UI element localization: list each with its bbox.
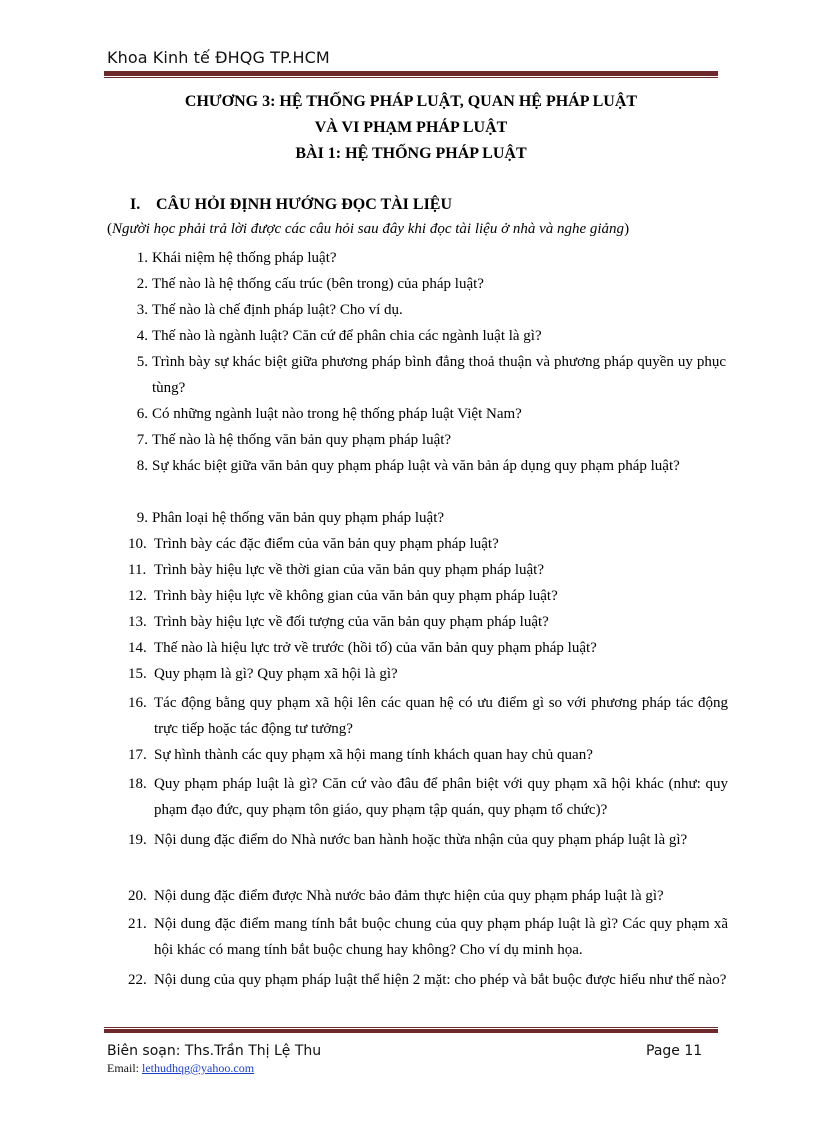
question-item <box>128 557 728 583</box>
question-text: Quy phạm pháp luật là gì? Căn cứ vào đâu để phân biệt với quy phạm xã hội khác (như: quy phạm đạo đức, quy phạm tôn giáo, quy phạm tập quán, quy phạm tổ chức)? <box>154 776 728 818</box>
header-title: Khoa Kinh tế ĐHQG TP.HCM <box>107 48 330 67</box>
section-intro <box>107 221 629 238</box>
question-text: Sự hình thành các quy phạm xã hội mang tính khách quan hay chủ quan? <box>154 747 593 763</box>
question-text: Tác động bằng quy phạm xã hội lên các quan hệ có ưu điểm gì so với phương pháp tác động trực tiếp hoặc tác động tư tưởng? <box>154 695 728 737</box>
question-number: 22. <box>128 972 147 988</box>
question-number: 5. <box>136 354 148 370</box>
question-item <box>126 245 726 271</box>
question-item <box>128 635 728 661</box>
question-item <box>126 453 726 479</box>
question-text: Trình bày hiệu lực về không gian của văn bản quy phạm pháp luật? <box>154 588 558 604</box>
question-item <box>126 505 726 531</box>
section-heading <box>130 196 452 214</box>
question-number: 21. <box>128 916 147 932</box>
footer-email <box>107 1061 254 1076</box>
question-item <box>128 911 728 963</box>
intro-paren-open: ( <box>107 221 112 237</box>
question-item <box>128 531 728 557</box>
question-text: Nội dung đặc điểm được Nhà nước bảo đảm thực hiện của quy phạm pháp luật là gì? <box>154 888 664 904</box>
question-item <box>128 967 728 993</box>
header-rule <box>104 71 718 76</box>
question-item <box>128 583 728 609</box>
header-rule-thin <box>104 77 718 78</box>
question-text: Khái niệm hệ thống pháp luật? <box>152 250 337 266</box>
question-text: Có những ngành luật nào trong hệ thống pháp luật Việt Nam? <box>152 406 522 422</box>
question-number: 7. <box>136 432 148 448</box>
question-text: Nội dung đặc điểm mang tính bắt buộc chung của quy phạm pháp luật là gì? Các quy phạm xã hội khác có mang tính bắt buộc chung hay không? Cho ví dụ minh họa. <box>154 916 728 958</box>
question-number: 16. <box>128 695 147 711</box>
page-number: Page 11 <box>646 1043 703 1059</box>
chapter-title-line2: VÀ VI PHẠM PHÁP LUẬT <box>314 119 508 136</box>
footer-rule-thin <box>104 1027 718 1028</box>
question-item <box>128 827 728 853</box>
question-number: 3. <box>136 302 148 318</box>
question-text: Thế nào là chế định pháp luật? Cho ví dụ. <box>152 302 403 318</box>
chapter-title-line1: CHƯƠNG 3: HỆ THỐNG PHÁP LUẬT, QUAN HỆ PHÁP LUẬT <box>184 93 638 110</box>
question-text: Thế nào là hệ thống văn bản quy phạm pháp luật? <box>152 432 452 448</box>
email-label: Email: <box>107 1061 139 1075</box>
question-number: 12. <box>128 588 147 604</box>
footer-rule <box>104 1029 718 1033</box>
email-link[interactable]: lethudhqg@yahoo.com <box>142 1061 255 1075</box>
question-item <box>128 883 728 909</box>
question-text: Thế nào là hiệu lực trở về trước (hồi tố) của văn bản quy phạm pháp luật? <box>154 640 597 656</box>
question-number: 19. <box>128 832 147 848</box>
question-number: 14. <box>128 640 147 656</box>
question-number: 1. <box>136 250 148 266</box>
question-text: Nội dung của quy phạm pháp luật thể hiện 2 mặt: cho phép và bắt buộc được hiểu như thế nào? <box>154 972 727 988</box>
section-number: I. <box>130 196 141 213</box>
footer-author: Biên soạn: Ths.Trần Thị Lệ Thu <box>107 1043 322 1059</box>
question-item <box>128 609 728 635</box>
question-number: 4. <box>136 328 148 344</box>
question-number: 6. <box>136 406 148 422</box>
intro-text: Người học phải trả lời được các câu hỏi sau đây khi đọc tài liệu ở nhà và nghe giảng <box>112 221 625 237</box>
question-item <box>126 427 726 453</box>
question-number: 15. <box>128 666 147 682</box>
question-number: 20. <box>128 888 147 904</box>
question-item <box>126 401 726 427</box>
question-item <box>126 297 726 323</box>
question-number: 11. <box>128 562 147 578</box>
intro-paren-close: ) <box>624 221 630 237</box>
question-item <box>126 323 726 349</box>
question-item <box>128 661 728 687</box>
question-number: 8. <box>136 458 148 474</box>
question-number: 9. <box>136 510 148 526</box>
question-item <box>126 271 726 297</box>
question-number: 10. <box>128 536 147 552</box>
question-text: Trình bày hiệu lực về đối tượng của văn bản quy phạm pháp luật? <box>154 614 549 630</box>
question-text: Trình bày các đặc điểm của văn bản quy phạm pháp luật? <box>154 536 499 552</box>
question-text: Quy phạm là gì? Quy phạm xã hội là gì? <box>154 666 398 682</box>
question-item <box>128 690 728 742</box>
section-title: CÂU HỎI ĐỊNH HƯỚNG ĐỌC TÀI LIỆU <box>156 196 453 213</box>
lesson-title: BÀI 1: HỆ THỐNG PHÁP LUẬT <box>295 145 527 162</box>
question-text: Sự khác biệt giữa văn bản quy phạm pháp luật và văn bản áp dụng quy phạm pháp luật? <box>152 458 680 474</box>
question-text: Trình bày sự khác biệt giữa phương pháp bình đẳng thoả thuận và phương pháp quyền uy phục tùng? <box>152 354 726 396</box>
question-number: 2. <box>136 276 148 292</box>
question-number: 18. <box>128 776 147 792</box>
question-item <box>126 349 726 401</box>
question-text: Phân loại hệ thống văn bản quy phạm pháp luật? <box>152 510 445 526</box>
question-number: 17. <box>128 747 147 763</box>
question-text: Thế nào là hệ thống cấu trúc (bên trong) của pháp luật? <box>152 276 484 292</box>
question-item <box>128 771 728 823</box>
question-text: Trình bày hiệu lực về thời gian của văn bản quy phạm pháp luật? <box>154 562 544 578</box>
question-text: Nội dung đặc điểm do Nhà nước ban hành hoặc thừa nhận của quy phạm pháp luật là gì? <box>154 832 688 848</box>
question-text: Thế nào là ngành luật? Căn cứ để phân chia các ngành luật là gì? <box>152 328 542 344</box>
question-item <box>128 742 728 768</box>
question-number: 13. <box>128 614 147 630</box>
